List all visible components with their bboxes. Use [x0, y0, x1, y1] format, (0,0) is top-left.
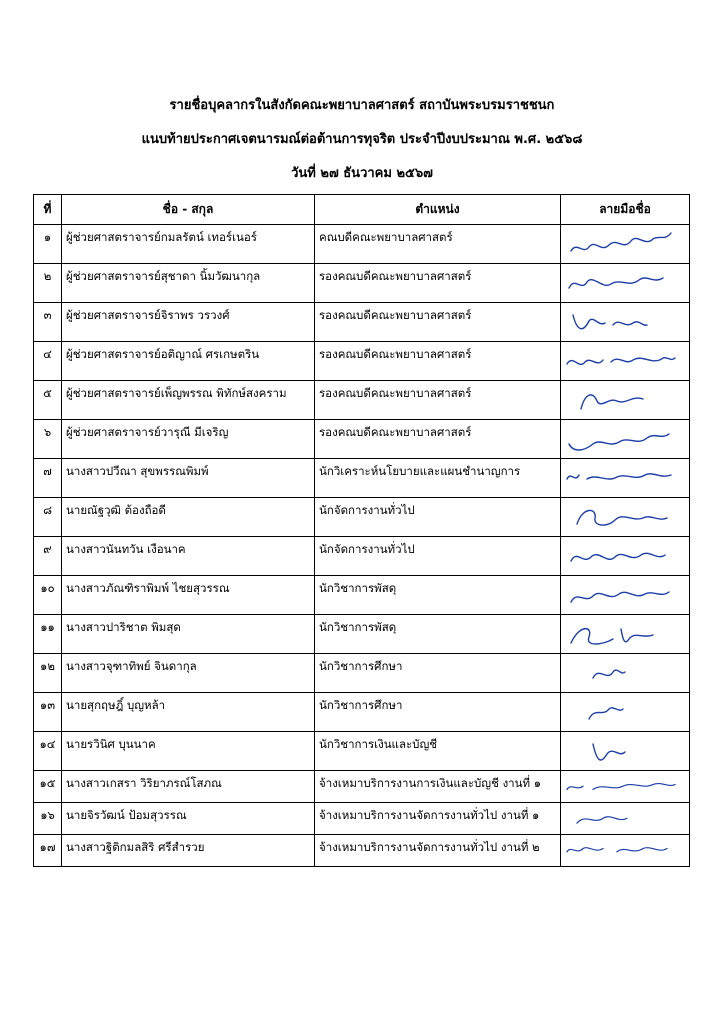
person-position: คณบดีคณะพยาบาลศาสตร์: [315, 225, 561, 264]
signature-cell: [561, 342, 690, 381]
signature-cell: [561, 615, 690, 654]
person-name: นายสุกฤษฎิ์ บุญหล้า: [62, 693, 315, 732]
person-name: นายจิรวัฒน์ ป้อมสุวรรณ: [62, 803, 315, 835]
row-number: ๑๑: [34, 615, 62, 654]
handwritten-signature: [563, 383, 677, 417]
row-number: ๔: [34, 342, 62, 381]
signature-stroke: [577, 510, 667, 525]
header-signature: ลายมือชื่อ: [561, 195, 690, 225]
table-row: [34, 654, 690, 693]
signature-stroke: [567, 784, 675, 790]
document-title: [0, 98, 724, 200]
header-position: ตำแหน่ง: [315, 195, 561, 225]
person-name: นายรวินิศ บุนนาค: [62, 732, 315, 771]
signature-stroke: [593, 744, 625, 760]
person-position: รองคณบดีคณะพยาบาลศาสตร์: [315, 381, 561, 420]
handwritten-signature: [563, 656, 677, 690]
signature-cell: [561, 693, 690, 732]
person-name: นางสาวฐิติกมลสิริ ศรีสำรวย: [62, 835, 315, 867]
handwritten-signature: [563, 344, 677, 378]
signature-stroke: [569, 278, 663, 288]
signature-stroke: [571, 233, 671, 251]
handwritten-signature: [563, 695, 677, 729]
personnel-table: [33, 194, 690, 867]
row-number: ๑๐: [34, 576, 62, 615]
row-number: ๘: [34, 498, 62, 537]
signature-cell: [561, 225, 690, 264]
person-position: นักวิชาการเงินและบัญชี: [315, 732, 561, 771]
row-number: ๑๗: [34, 835, 62, 867]
person-position: จ้างเหมาบริการงานจัดการงานทั่วไป งานที่ ๑: [315, 803, 561, 835]
table-row: [34, 732, 690, 771]
signature-stroke: [593, 670, 625, 678]
table-row: [34, 576, 690, 615]
person-position: นักวิชาการศึกษา: [315, 654, 561, 693]
signature-stroke: [571, 629, 653, 644]
signature-stroke: [567, 358, 675, 365]
person-name: ผู้ช่วยศาสตราจารย์วารุณี มีเจริญ: [62, 420, 315, 459]
person-name: นางสาวปวีณา สุขพรรณพิมพ์: [62, 459, 315, 498]
signature-cell: [561, 303, 690, 342]
person-position: นักวิชาการศึกษา: [315, 693, 561, 732]
person-position: นักจัดการงานทั่วไป: [315, 498, 561, 537]
title-line-3: วันที่ ๒๗ ธันวาคม ๒๕๖๗: [291, 166, 433, 181]
signature-stroke: [581, 395, 643, 409]
handwritten-signature: [563, 227, 677, 261]
signature-cell: [561, 420, 690, 459]
signature-cell: [561, 654, 690, 693]
title-line-1: รายชื่อบุคลากรในสังกัดคณะพยาบาลศาสตร์ สถาบันพระบรมราชชนก: [169, 98, 555, 113]
handwritten-signature: [563, 837, 677, 865]
table-row: [34, 381, 690, 420]
handwritten-signature: [563, 305, 677, 339]
person-name: ผู้ช่วยศาสตราจารย์จิราพร วรวงศ์: [62, 303, 315, 342]
person-position: จ้างเหมาบริการงานการเงินและบัญชี งานที่ ๑: [315, 771, 561, 803]
row-number: ๑๓: [34, 693, 62, 732]
person-position: นักวิชาการพัสดุ: [315, 576, 561, 615]
signature-stroke: [589, 708, 623, 719]
table-row: [34, 771, 690, 803]
person-position: นักจัดการงานทั่วไป: [315, 537, 561, 576]
row-number: ๖: [34, 420, 62, 459]
table-row: [34, 225, 690, 264]
handwritten-signature: [563, 578, 677, 612]
table-row: [34, 835, 690, 867]
person-position: รองคณบดีคณะพยาบาลศาสตร์: [315, 420, 561, 459]
row-number: ๕: [34, 381, 62, 420]
handwritten-signature: [563, 539, 677, 573]
signature-cell: [561, 498, 690, 537]
handwritten-signature: [563, 422, 677, 456]
table-row: [34, 264, 690, 303]
header-name: ชื่อ - สกุล: [62, 195, 315, 225]
table-row: [34, 303, 690, 342]
signature-stroke: [567, 848, 667, 852]
person-name: นางสาวปาริชาต พิมสุด: [62, 615, 315, 654]
person-position: นักวิเคราะห์นโยบายและแผนชำนาญการ: [315, 459, 561, 498]
row-number: ๑๕: [34, 771, 62, 803]
signature-cell: [561, 771, 690, 803]
table-row: [34, 342, 690, 381]
person-name: นางสาวภัณฑิราพิมพ์ ไชยสุวรรณ: [62, 576, 315, 615]
table-row: [34, 498, 690, 537]
table-row: [34, 803, 690, 835]
person-position: รองคณบดีคณะพยาบาลศาสตร์: [315, 342, 561, 381]
table-row: [34, 537, 690, 576]
person-position: รองคณบดีคณะพยาบาลศาสตร์: [315, 264, 561, 303]
signature-cell: [561, 835, 690, 867]
signature-cell: [561, 576, 690, 615]
person-name: ผู้ช่วยศาสตราจารย์เพ็ญพรรณ พิทักษ์สงคราม: [62, 381, 315, 420]
table-row: [34, 459, 690, 498]
person-name: ผู้ช่วยศาสตราจารย์อติญาณ์ ศรเกษตริน: [62, 342, 315, 381]
row-number: ๗: [34, 459, 62, 498]
handwritten-signature: [563, 266, 677, 300]
signature-cell: [561, 803, 690, 835]
signature-stroke: [569, 434, 669, 450]
signature-stroke: [573, 315, 647, 329]
person-name: นายณัฐวุฒิ ต้องถือดี: [62, 498, 315, 537]
row-number: ๙: [34, 537, 62, 576]
table-row: [34, 420, 690, 459]
signature-cell: [561, 732, 690, 771]
signature-stroke: [571, 553, 665, 561]
person-name: นางสาวนันทวัน เงือนาค: [62, 537, 315, 576]
row-number: ๑๒: [34, 654, 62, 693]
row-number: ๑: [34, 225, 62, 264]
row-number: ๒: [34, 264, 62, 303]
signature-cell: [561, 264, 690, 303]
person-position: นักวิชาการพัสดุ: [315, 615, 561, 654]
table-header-row: [34, 195, 690, 225]
handwritten-signature: [563, 734, 677, 768]
handwritten-signature: [563, 500, 677, 534]
person-position: จ้างเหมาบริการงานจัดการงานทั่วไป งานที่ ๒: [315, 835, 561, 867]
handwritten-signature: [563, 617, 677, 651]
table-row: [34, 615, 690, 654]
row-number: ๑๖: [34, 803, 62, 835]
person-name: ผู้ช่วยศาสตราจารย์กมลรัตน์ เทอร์เนอร์: [62, 225, 315, 264]
person-name: ผู้ช่วยศาสตราจารย์สุชาดา นิ้มวัฒนากุล: [62, 264, 315, 303]
handwritten-signature: [563, 461, 677, 495]
row-number: ๓: [34, 303, 62, 342]
row-number: ๑๔: [34, 732, 62, 771]
person-name: นางสาวจุฑาทิพย์ จินดากุล: [62, 654, 315, 693]
header-no: ที่: [34, 195, 62, 225]
title-line-2: แนบท้ายประกาศเจตนารมณ์ต่อต้านการทุจริต ประจำปีงบประมาณ พ.ศ. ๒๕๖๘: [141, 132, 583, 147]
signature-cell: [561, 459, 690, 498]
signature-cell: [561, 537, 690, 576]
signature-stroke: [577, 817, 627, 823]
handwritten-signature: [563, 773, 677, 801]
signature-stroke: [567, 474, 671, 479]
table-row: [34, 693, 690, 732]
person-position: รองคณบดีคณะพยาบาลศาสตร์: [315, 303, 561, 342]
signature-cell: [561, 381, 690, 420]
signature-stroke: [571, 592, 669, 602]
person-name: นางสาวเกสรา วิริยาภรณ์โสภณ: [62, 771, 315, 803]
handwritten-signature: [563, 805, 677, 833]
